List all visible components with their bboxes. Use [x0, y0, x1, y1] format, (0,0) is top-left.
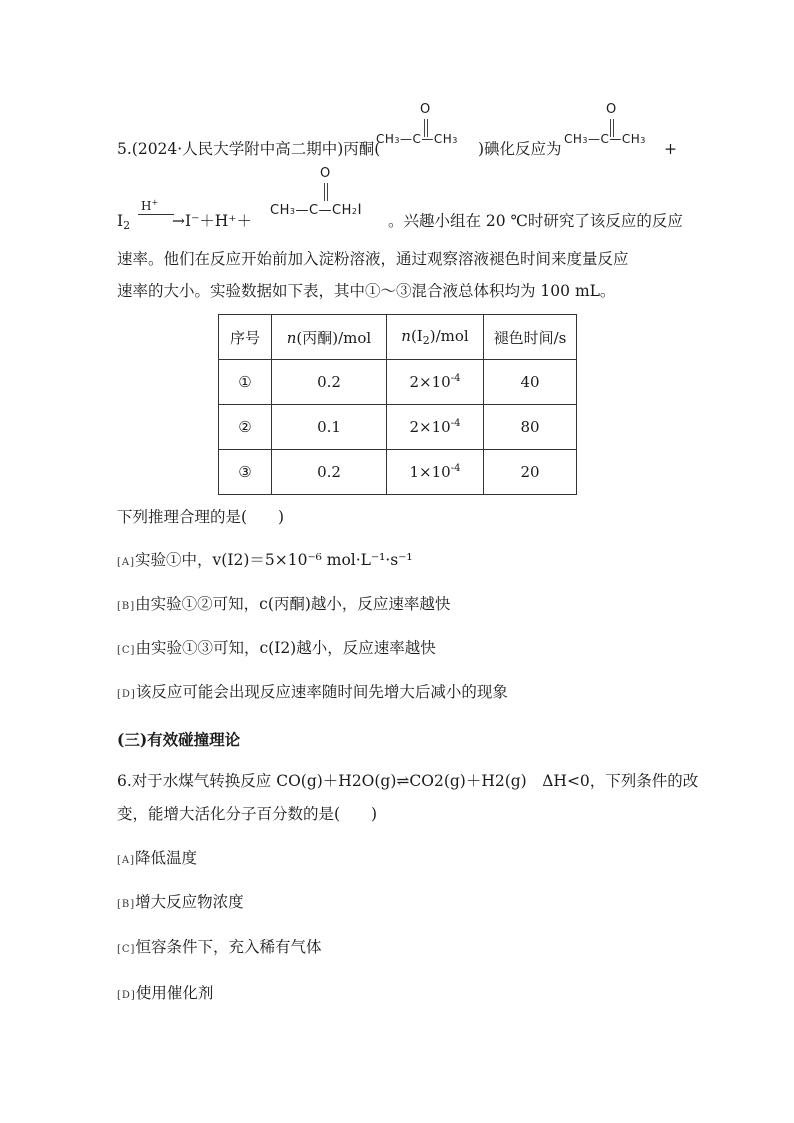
- option-letter: [B]: [117, 899, 136, 910]
- option-letter: [C]: [117, 645, 136, 656]
- option-text: 增大反应物浓度: [135, 893, 244, 911]
- table-cell: ①: [219, 360, 272, 405]
- table-row: [219, 450, 577, 495]
- table-cell: 80: [484, 405, 577, 450]
- table-cell: 40: [484, 360, 577, 405]
- q5-line1-tail: 。兴趣小组在 20 ℃时研究了该反应的反应: [388, 212, 683, 230]
- q5-option-d[interactable]: [117, 682, 508, 705]
- q5-acetone-word: 丙酮(: [343, 140, 381, 158]
- q6-option-b[interactable]: [117, 892, 244, 915]
- table-cell: 0.2: [272, 360, 387, 405]
- reaction-arrow-line: [138, 214, 174, 215]
- plus-sign: +: [664, 140, 677, 158]
- q6-option-d[interactable]: [117, 983, 213, 1006]
- option-text: 降低温度: [135, 849, 198, 867]
- iodine-reactant: $I_2$: [117, 212, 131, 232]
- option-text: 由实验①③可知，c(I2)越小，反应速率越快: [135, 639, 436, 657]
- q5-line3: 速率的大小。实验数据如下表，其中①～③混合液总体积均为 100 mL。: [117, 282, 616, 300]
- table-header-row: [219, 315, 577, 360]
- table-cell: 0.1: [272, 405, 387, 450]
- iodoacetone-chain: CH3—C—CH2I: [270, 202, 363, 218]
- option-text: 使用催化剂: [135, 984, 214, 1002]
- q5-line1-start: [117, 139, 380, 159]
- q6-option-a[interactable]: [117, 848, 197, 871]
- table-cell: ②: [219, 405, 272, 450]
- experiment-table: [218, 314, 577, 495]
- acetone-chain: CH3—C—CH3: [376, 132, 458, 146]
- q5-prompt: 下列推理合理的是( ): [117, 508, 285, 526]
- table-cell: $2\times 10^{-4}$: [387, 405, 484, 450]
- option-text: 恒容条件下，充入稀有气体: [135, 938, 322, 956]
- option-letter: [C]: [117, 944, 136, 955]
- q5-close-paren-text: )碘化反应为: [478, 140, 562, 158]
- products-ions: →I⁻＋H⁺＋: [172, 212, 252, 230]
- header-index: 序号: [219, 315, 272, 360]
- acetone-structure: [372, 102, 484, 146]
- q5-option-c[interactable]: [117, 638, 436, 661]
- iodoacetone-structure: [270, 166, 390, 218]
- table-cell: ③: [219, 450, 272, 495]
- oxygen-atom: O: [606, 102, 617, 117]
- q6-line2: 变，能增大活化分子百分数的是( ): [117, 805, 378, 823]
- q5-line2: 速率。他们在反应开始前加入淀粉溶液，通过观察溶液褪色时间来度量反应: [117, 250, 629, 268]
- option-text: 实验①中，v(I2)＝5×10⁻⁶ mol·L⁻¹·s⁻¹: [135, 551, 413, 569]
- q6-option-c[interactable]: [117, 937, 321, 960]
- q5-option-a[interactable]: [117, 550, 413, 573]
- table-cell: $1\times 10^{-4}$: [387, 450, 484, 495]
- table-cell: 20: [484, 450, 577, 495]
- table-row: [219, 405, 577, 450]
- oxygen-atom: O: [320, 166, 331, 181]
- q5-number-source: 5.(2024·人民大学附中高二期中): [117, 140, 344, 158]
- option-letter: [D]: [117, 689, 136, 700]
- header-time: 褪色时间/s: [484, 315, 577, 360]
- option-letter: [B]: [117, 601, 136, 612]
- q6-line1: 6.对于水煤气转换反应 CO(g)＋H2O(g)⇌CO2(g)＋H2(g) ΔH<0，下列条件的改: [117, 772, 699, 790]
- option-letter: [A]: [117, 855, 136, 866]
- option-text: 该反应可能会出现反应速率随时间先增大后减小的现象: [135, 683, 508, 701]
- oxygen-atom: O: [420, 102, 431, 117]
- acetone-structure-2: [560, 102, 660, 146]
- table-cell: $2\times 10^{-4}$: [387, 360, 484, 405]
- double-bond-line: [324, 183, 325, 201]
- section-heading: (三)有效碰撞理论: [117, 730, 241, 749]
- header-acetone: n(丙酮)/mol: [272, 315, 387, 360]
- double-bond-line: [327, 183, 328, 201]
- q5-option-b[interactable]: [117, 594, 450, 617]
- acetone-chain: CH3—C—CH3: [564, 132, 646, 146]
- option-letter: [D]: [117, 990, 136, 1001]
- header-iodine: $n(I_2)$/mol: [387, 315, 484, 360]
- table-row: [219, 360, 577, 405]
- table-cell: 0.2: [272, 450, 387, 495]
- option-letter: [A]: [117, 557, 136, 568]
- catalyst-label: H+: [141, 198, 159, 213]
- option-text: 由实验①②可知，c(丙酮)越小，反应速率越快: [135, 595, 451, 613]
